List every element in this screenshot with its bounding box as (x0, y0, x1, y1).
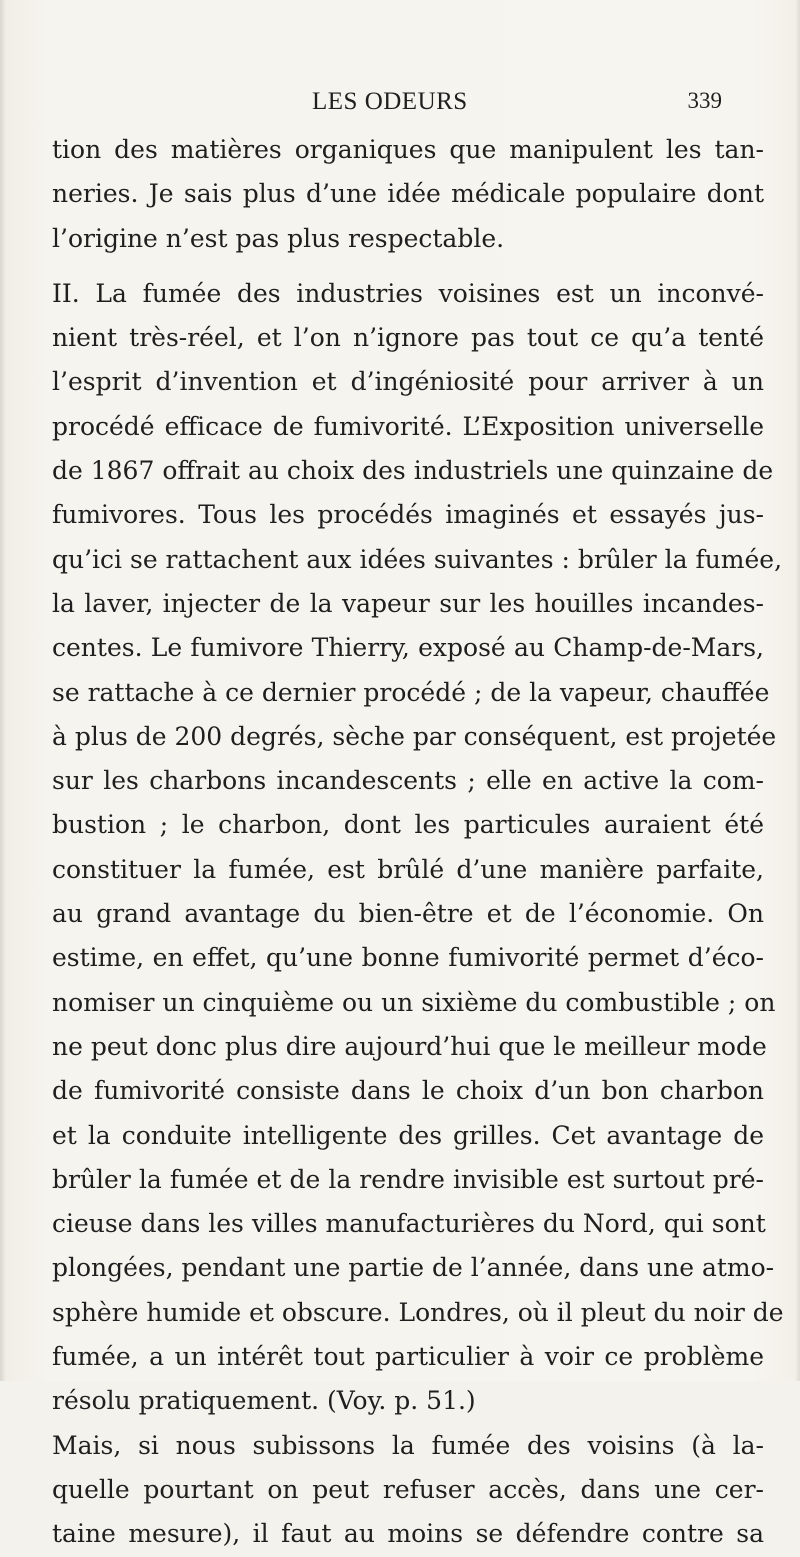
page-right-edge (795, 0, 800, 1381)
text-line: à plus de 200 degrés, sèche par conséquent, est projetée (52, 721, 777, 751)
text-line: de fumivorité consiste dans le choix d’un bon charbon (52, 1076, 764, 1106)
text-line: de 1867 offrait au choix des industriels une quinzaine de (52, 456, 774, 486)
text-line: constituer la fumée, est brûlé d’une manière parfaite, (52, 854, 764, 884)
text-line: tion des matières organiques que manipulent les tan- (52, 135, 764, 164)
text-line: quelle pourtant on peut refuser accès, dans une cer- (52, 1474, 764, 1504)
text-line: nient très-réel, et l’on n’ignore pas tout ce qu’a tenté (52, 323, 764, 353)
text-line: brûler la fumée et de la rendre invisible est surtout pré- (52, 1164, 764, 1194)
text-line: l’origine n’est pas plus respectable. (52, 223, 505, 253)
text-line: estime, en effet, qu’une bonne fumivorité permet d’éco- (52, 943, 764, 973)
text-line: fumée, a un intérêt tout particulier à voir ce problème (52, 1342, 764, 1372)
running-title: LES ODEURS (312, 88, 468, 115)
text-line: au grand avantage du bien-être et de l’économie. On (52, 899, 764, 929)
text-line: taine mesure), il faut au moins se défendre contre sa (52, 1519, 764, 1549)
page-left-edge (0, 0, 6, 1381)
text-line: et la conduite intelligente des grilles. Cet avantage de (52, 1120, 764, 1150)
text-line: se rattache à ce dernier procédé ; de la vapeur, chauffée (52, 677, 770, 707)
text-line: résolu pratiquement. (Voy. p. 51.) (52, 1386, 476, 1416)
running-header (312, 88, 722, 118)
text-line: sur les charbons incandescents ; elle en active la com- (52, 766, 764, 796)
paragraph-2 (52, 272, 784, 1424)
text-line: sphère humide et obscure. Londres, où il pleut du noir de (52, 1297, 784, 1327)
text-line: Mais, si nous subissons la fumée des voisins (à la- (52, 1430, 764, 1460)
text-line: bustion ; le charbon, dont les particules auraient été (52, 810, 764, 840)
text-line: qu’ici se rattachent aux idées suivantes : brûler la fumée, (52, 544, 783, 574)
text-body (52, 128, 784, 1557)
text-line: cieuse dans les villes manufacturières du Nord, qui sont (52, 1209, 766, 1239)
text-line: fumivores. Tous les procédés imaginés et essayés jus- (52, 500, 764, 530)
text-line: centes. Le fumivore Thierry, exposé au Champ-de-Mars, (52, 633, 764, 663)
page-number: 339 (687, 88, 722, 113)
text-line: ne peut donc plus dire aujourd’hui que le meilleur mode (52, 1031, 767, 1061)
text-line: plongées, pendant une partie de l’année, dans une atmo- (52, 1253, 775, 1283)
text-line: la laver, injecter de la vapeur sur les houilles incandes- (52, 588, 764, 618)
text-line: l’esprit d’invention et d’ingéniosité pour arriver à un (52, 367, 764, 397)
text-line: procédé efficace de fumivorité. L’Exposition universelle (52, 411, 764, 441)
text-line: nomiser un cinquième ou un sixième du combustible ; on (52, 987, 776, 1017)
text-line: II. La fumée des industries voisines est un inconvé- (52, 278, 764, 308)
text-line: neries. Je sais plus d’une idée médicale populaire dont (52, 179, 764, 209)
paragraph-3 (52, 1424, 764, 1557)
paragraph-1 (52, 128, 764, 261)
